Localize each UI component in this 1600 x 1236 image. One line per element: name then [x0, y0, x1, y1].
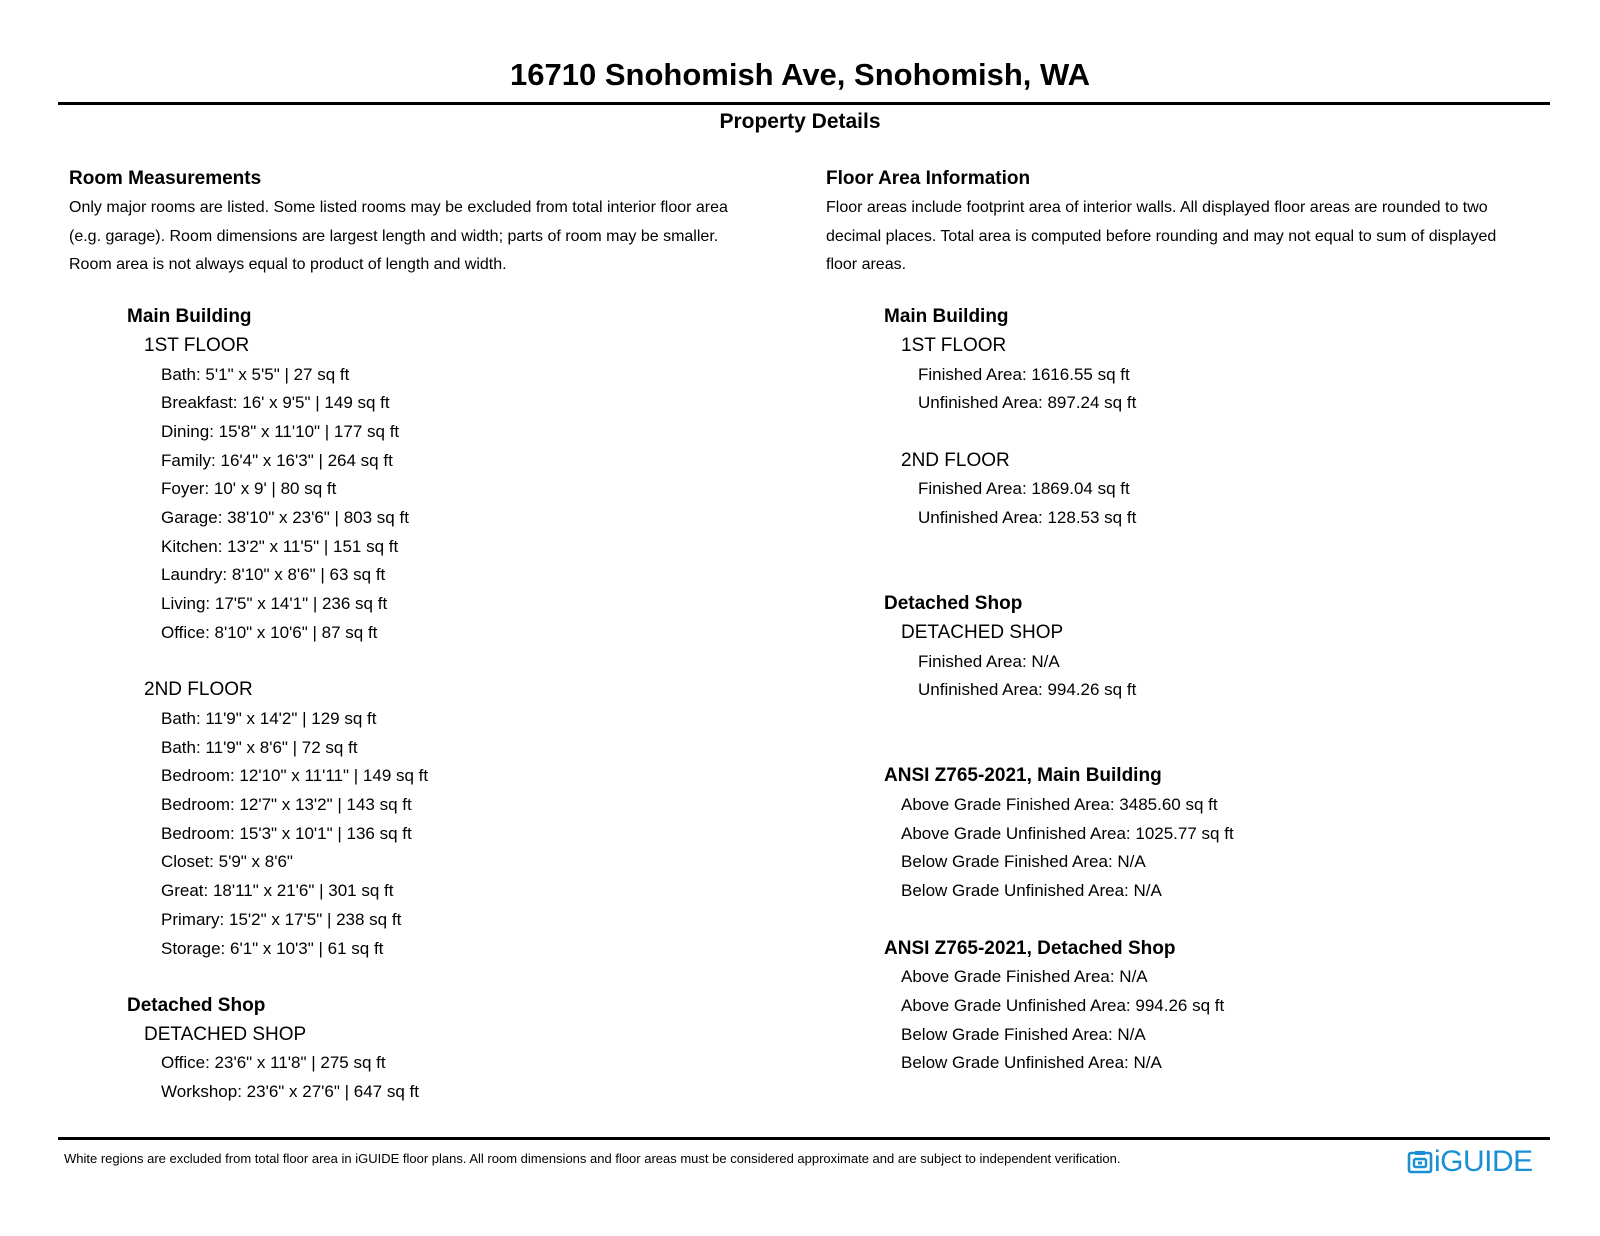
room-item: Bath: 11'9" x 14'2" | 129 sq ft	[161, 708, 377, 728]
logo-text: iGUIDE	[1434, 1145, 1533, 1178]
ansi-title: ANSI Z765-2021, Detached Shop	[884, 937, 1176, 959]
area-item: Finished Area: N/A	[918, 651, 1060, 671]
room-item: Bath: 11'9" x 8'6" | 72 sq ft	[161, 737, 358, 757]
room-item: Dining: 15'8" x 11'10" | 177 sq ft	[161, 421, 400, 441]
area-item: Unfinished Area: 128.53 sq ft	[918, 508, 1137, 528]
ansi-item: Above Grade Finished Area: 3485.60 sq ft	[901, 795, 1218, 815]
building-name: Main Building	[127, 306, 252, 328]
building-name: Main Building	[884, 306, 1009, 328]
room-item: Workshop: 23'6" x 27'6" | 647 sq ft	[161, 1082, 419, 1102]
floor-area-section	[826, 164, 1586, 1107]
room-item: Laundry: 8'10" x 8'6" | 63 sq ft	[161, 565, 386, 585]
floor-name: 1ST FLOOR	[901, 334, 1007, 356]
ansi-item: Below Grade Unfinished Area: N/A	[901, 1053, 1162, 1073]
ansi-item: Below Grade Finished Area: N/A	[901, 1024, 1146, 1044]
building-name: Detached Shop	[127, 994, 266, 1016]
room-item: Kitchen: 13'2" x 11'5" | 151 sq ft	[161, 536, 399, 556]
description-line: Only major rooms are listed. Some listed rooms may be excluded from total interior floor area	[69, 199, 728, 216]
iguide-logo	[1407, 1147, 1533, 1177]
room-item: Bedroom: 12'10" x 11'11" | 149 sq ft	[161, 766, 429, 786]
ansi-item: Above Grade Unfinished Area: 994.26 sq ft	[901, 995, 1225, 1015]
floor-2nd	[127, 676, 829, 963]
page-title: 16710 Snohomish Ave, Snohomish, WA	[510, 57, 1090, 92]
room-item: Bedroom: 15'3" x 10'1" | 136 sq ft	[161, 823, 412, 843]
floor-name: DETACHED SHOP	[144, 1023, 307, 1045]
ansi-item: Below Grade Finished Area: N/A	[901, 852, 1146, 872]
footer-divider	[58, 1137, 1550, 1140]
page-subtitle: Property Details	[719, 110, 881, 133]
room-item: Primary: 15'2" x 17'5" | 238 sq ft	[161, 909, 402, 929]
iguide-camera-icon	[1407, 1149, 1433, 1175]
section-title: Room Measurements	[69, 168, 262, 189]
area-item: Finished Area: 1869.04 sq ft	[918, 479, 1130, 499]
section-description	[69, 194, 829, 280]
area-item: Unfinished Area: 994.26 sq ft	[918, 680, 1137, 700]
room-measurements-section	[69, 164, 829, 1135]
area-floor-1st	[884, 332, 1586, 418]
room-item: Closet: 5'9" x 8'6"	[161, 852, 293, 872]
area-building-detached-shop	[884, 590, 1586, 705]
description-line: Floor areas include footprint area of interior walls. All displayed floor areas are rounded to two	[826, 199, 1488, 216]
area-building-main	[884, 303, 1586, 533]
floor-name: 2ND FLOOR	[144, 679, 253, 701]
area-item: Finished Area: 1616.55 sq ft	[918, 364, 1130, 384]
building-detached-shop	[127, 992, 829, 1107]
description-line: floor areas.	[826, 256, 907, 274]
room-item: Storage: 6'1" x 10'3" | 61 sq ft	[161, 938, 384, 958]
room-item: Living: 17'5" x 14'1" | 236 sq ft	[161, 594, 388, 614]
description-line: (e.g. garage). Room dimensions are largest length and width; parts of room may be smaller.	[69, 227, 719, 245]
room-item: Bedroom: 12'7" x 13'2" | 143 sq ft	[161, 795, 412, 815]
floor-detached-shop	[127, 1021, 829, 1107]
ansi-main-building	[884, 762, 1586, 906]
building-name: Detached Shop	[884, 593, 1023, 615]
room-item: Foyer: 10' x 9' | 80 sq ft	[161, 479, 337, 499]
area-floor-2nd	[884, 447, 1586, 533]
ansi-item: Below Grade Unfinished Area: N/A	[901, 881, 1162, 901]
area-floor-detached-shop	[884, 619, 1586, 705]
room-item: Garage: 38'10" x 23'6" | 803 sq ft	[161, 508, 409, 528]
room-list	[69, 303, 829, 1107]
description-line: Room area is not always equal to product of length and width.	[69, 256, 507, 274]
room-item: Great: 18'11" x 21'6" | 301 sq ft	[161, 881, 394, 901]
floor-1st	[127, 332, 829, 648]
section-title: Floor Area Information	[826, 168, 1031, 189]
ansi-detached-shop	[884, 935, 1586, 1079]
building-main	[127, 303, 829, 963]
description-line: decimal places. Total area is computed before rounding and may not equal to sum of displayed	[826, 227, 1497, 245]
ansi-item: Above Grade Unfinished Area: 1025.77 sq ft	[901, 823, 1234, 843]
floor-name: DETACHED SHOP	[901, 621, 1064, 643]
area-item: Unfinished Area: 897.24 sq ft	[918, 393, 1137, 413]
floor-area-list	[826, 303, 1586, 1078]
room-item: Office: 8'10" x 10'6" | 87 sq ft	[161, 622, 378, 642]
ansi-title: ANSI Z765-2021, Main Building	[884, 765, 1162, 787]
ansi-item: Above Grade Finished Area: N/A	[901, 967, 1148, 987]
room-item: Breakfast: 16' x 9'5" | 149 sq ft	[161, 393, 390, 413]
footer-note: White regions are excluded from total floor area in iGUIDE floor plans. All room dimensions and floor areas must be considered approximate and are subject to independent verification.	[64, 1151, 1121, 1166]
section-description	[826, 194, 1586, 280]
header-divider	[58, 102, 1550, 105]
room-item: Bath: 5'1" x 5'5" | 27 sq ft	[161, 364, 350, 384]
room-item: Office: 23'6" x 11'8" | 275 sq ft	[161, 1053, 386, 1073]
floor-name: 1ST FLOOR	[144, 334, 250, 356]
floor-name: 2ND FLOOR	[901, 449, 1010, 471]
room-item: Family: 16'4" x 16'3" | 264 sq ft	[161, 450, 393, 470]
